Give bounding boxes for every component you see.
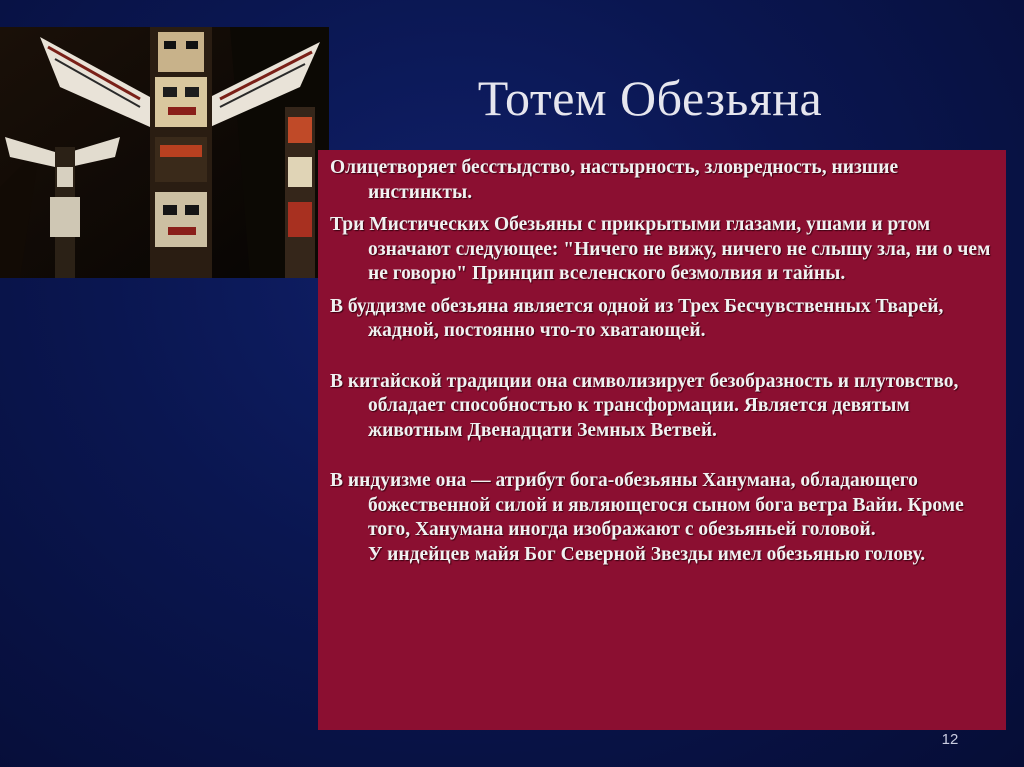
page-number: 12	[941, 731, 959, 748]
bullet-item: В китайской традиции она символизирует безобразность и плутовство, обладает способностью к трансформации. Является девятым животным Двенадцати Земных Ветвей.	[330, 370, 959, 441]
slide-title: Тотем Обезьяна	[477, 70, 823, 126]
bullet-item: В буддизме обезьяна является одной из Трех Бесчувственных Тварей, жадной, постоянно что-то хватающей.	[330, 295, 944, 341]
bullet-item: Три Мистических Обезьяны с прикрытыми глазами, ушами и ртом означают следующее: "Ничего не вижу, ничего не слышу зла, ни о чем не говорю" Принцип вселенского безмолвия и тайны.	[330, 214, 991, 284]
content-panel	[318, 150, 1006, 730]
totem-pole-illustration	[0, 27, 329, 278]
bullet-item: Олицетворяет бесстыдство, настырность, зловредность, низшие инстинкты.	[330, 157, 899, 203]
totem-pole-photo	[0, 27, 329, 278]
bullet-subtext: У индейцев майя Бог Северной Звезды имел обезьянью голову.	[368, 543, 926, 565]
bullet-item	[330, 469, 992, 567]
bullet-text: В индуизме она — атрибут бога-обезьяны Ханумана, обладающего божественной силой и являющегося сыном бога ветра Вайи. Кроме того, Ханумана иногда изображают с обезьяньей головой.	[330, 470, 964, 540]
